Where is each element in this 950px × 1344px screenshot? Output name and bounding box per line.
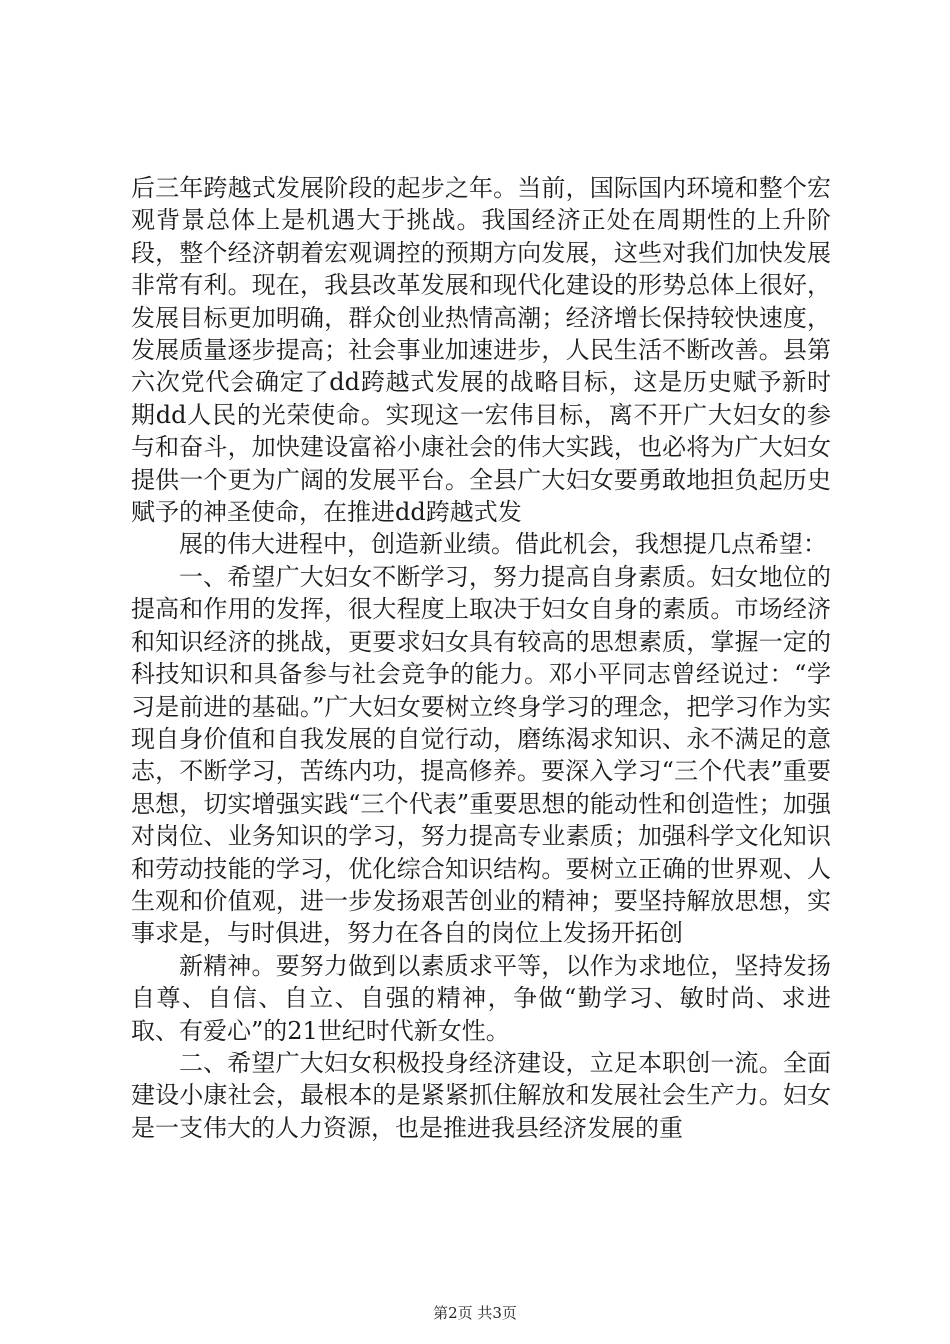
paragraph-2: 展的伟大进程中，创造新业绩。借此机会，我想提几点希望： [179, 530, 827, 559]
paragraph-3: 一、希望广大妇女不断学习，努力提高自身素质。妇女地位的提高和作用的发挥，很大程度上取决于妇女自身的素质。市场经济和知识经济的挑战，更要求妇女具有较高的思想素质，掌握一定的科技知识和具备参与社会竞争的能力。邓小平同志曾经说过：“学习是前进的基础。”广大妇女要树立终身学习的理念，把学习作为实现自身价值和自我发展的自觉行动，磨练渴求知识、永不满足的意志，不断学习，苦练内功，提高修养。要深入学习“三个代表”重要思想，切实增强实践“三个代表”重要思想的能动性和创造性；加强对岗位、业务知识的学习，努力提高专业素质；加强科学文化知识和劳动技能的学习，优化综合知识结构。要树立正确的世界观、人生观和价值观，进一步发扬艰苦创业的精神；要坚持解放思想，实事求是，与时俱进，努力在各自的岗位上发扬开拓创 [131, 562, 831, 948]
document-body [131, 172, 831, 1144]
paragraph-5: 二、希望广大妇女积极投身经济建设，立足本职创一流。全面建设小康社会，最根本的是紧紧抓住解放和发展社会生产力。妇女是一支伟大的人力资源，也是推进我县经济发展的重 [131, 1048, 831, 1142]
paragraph-4: 新精神。要努力做到以素质求平等，以作为求地位，坚持发扬自尊、自信、自立、自强的精神，争做“勤学习、敏时尚、求进取、有爱心”的21世纪时代新女性。 [131, 951, 831, 1045]
page-number-label: 第2页 共3页 [433, 1304, 517, 1322]
page-footer [0, 1303, 950, 1323]
paragraph-1: 后三年跨越式发展阶段的起步之年。当前，国际国内环境和整个宏观背景总体上是机遇大于挑战。我国经济正处在周期性的上升阶段，整个经济朝着宏观调控的预期方向发展，这些对我们加快发展非常有利。现在，我县改革发展和现代化建设的形势总体上很好，发展目标更加明确，群众创业热情高潮；经济增长保持较快速度，发展质量逐步提高；社会事业加速进步，人民生活不断改善。县第六次党代会确定了dd跨越式发展的战略目标，这是历史赋予新时期dd人民的光荣使命。实现这一宏伟目标，离不开广大妇女的参与和奋斗，加快建设富裕小康社会的伟大实践，也必将为广大妇女提供一个更为广阔的发展平台。全县广大妇女要勇敢地担负起历史赋予的神圣使命，在推进dd跨越式发 [131, 174, 831, 527]
